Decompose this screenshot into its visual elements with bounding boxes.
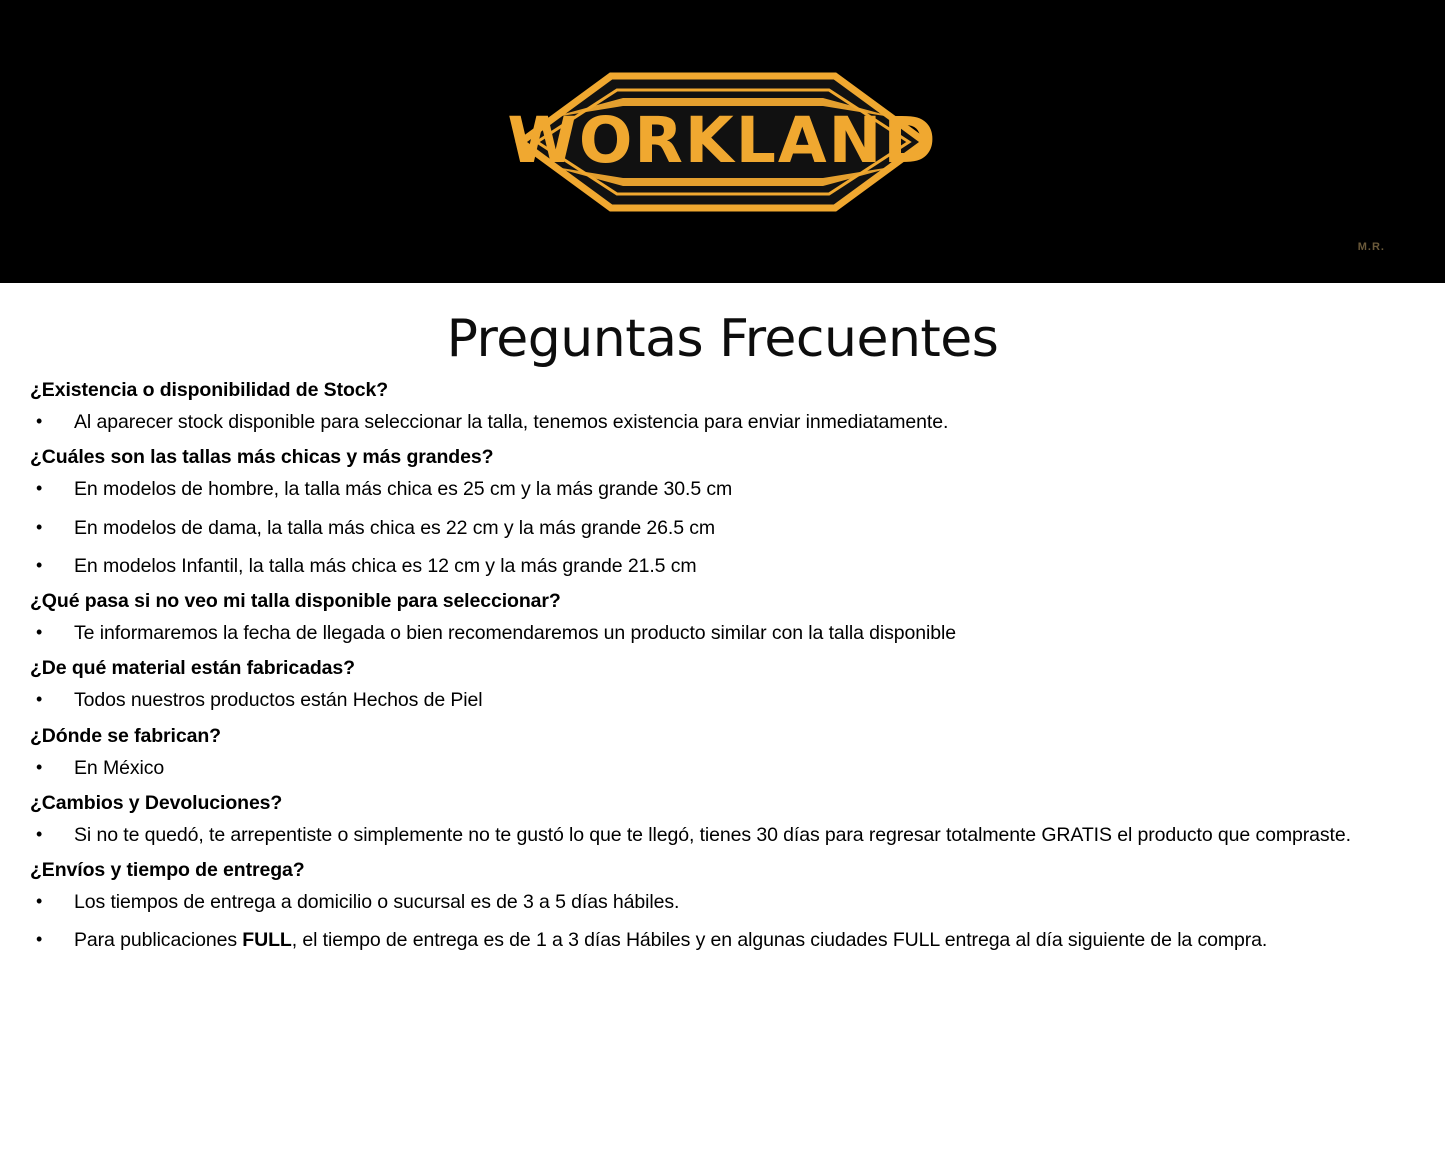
bullet-icon: • <box>36 516 43 537</box>
faq-answer-row <box>30 514 1415 542</box>
faq-answer-text: En modelos de hombre, la talla más chica es 25 cm y la más grande 30.5 cm <box>74 478 733 501</box>
bullet-icon: • <box>36 929 43 950</box>
emphasis-text: FULL <box>242 929 292 952</box>
faq-answer-row <box>30 552 1415 580</box>
faq-answer-row <box>30 686 1415 714</box>
bullet-icon: • <box>36 891 43 912</box>
bullet-icon: • <box>36 689 43 710</box>
faq-answer-text: Te informaremos la fecha de llegada o bien recomendaremos un producto similar con la talla disponible <box>74 622 956 645</box>
faq-answer-row <box>30 821 1415 849</box>
page-title: Preguntas Frecuentes <box>446 309 999 369</box>
bullet-icon: • <box>36 756 43 777</box>
faq-answer-text: Al aparecer stock disponible para seleccionar la talla, tenemos existencia para enviar inmediatamente. <box>74 411 949 433</box>
faq-question: ¿Dónde se fabrican? <box>30 724 221 747</box>
faq-question: ¿Envíos y tiempo de entrega? <box>30 859 305 882</box>
faq-answer-text: Para publicaciones FULL, el tiempo de entrega es de 1 a 3 días Hábiles y en algunas ciudades FULL entrega al día siguiente de la compra. <box>74 929 1268 952</box>
faq-question: ¿Existencia o disponibilidad de Stock? <box>30 379 389 401</box>
workland-logo <box>503 62 943 222</box>
bullet-icon: • <box>36 411 43 431</box>
faq-question: ¿De qué material están fabricadas? <box>30 657 355 680</box>
bullet-icon: • <box>36 478 43 499</box>
logo-wordmark: WORKLAND <box>507 104 938 177</box>
faq-answer-text: En modelos Infantil, la talla más chica es 12 cm y la más grande 21.5 cm <box>74 554 697 577</box>
faq-question: ¿Qué pasa si no veo mi talla disponible para seleccionar? <box>30 590 561 613</box>
bullet-icon: • <box>36 622 43 643</box>
faq-answer-text: Los tiempos de entrega a domicilio o sucursal es de 3 a 5 días hábiles. <box>74 891 680 914</box>
faq-list <box>30 379 1415 955</box>
faq-answer-row <box>30 408 1415 436</box>
trademark-mark: M.R. <box>1357 241 1385 253</box>
faq-answer-row <box>30 926 1415 954</box>
faq-answer-text: Si no te quedó, te arrepentiste o simplemente no te gustó lo que te llegó, tienes 30 días para regresar totalmente GRATIS el producto que compraste. <box>74 823 1351 846</box>
faq-answer-row <box>30 619 1415 647</box>
bullet-icon: • <box>36 554 43 575</box>
faq-content <box>0 309 1445 955</box>
faq-question: ¿Cuáles son las tallas más chicas y más grandes? <box>30 446 494 469</box>
faq-question: ¿Cambios y Devoluciones? <box>30 791 283 814</box>
bullet-icon: • <box>36 823 43 844</box>
faq-answer-text: Todos nuestros productos están Hechos de Piel <box>74 689 483 712</box>
faq-answer-row <box>30 475 1415 503</box>
brand-banner <box>0 0 1445 283</box>
faq-answer-row <box>30 754 1415 782</box>
faq-answer-row <box>30 888 1415 916</box>
faq-answer-text: En modelos de dama, la talla más chica es 22 cm y la más grande 26.5 cm <box>74 516 716 539</box>
faq-answer-text: En México <box>74 756 165 779</box>
